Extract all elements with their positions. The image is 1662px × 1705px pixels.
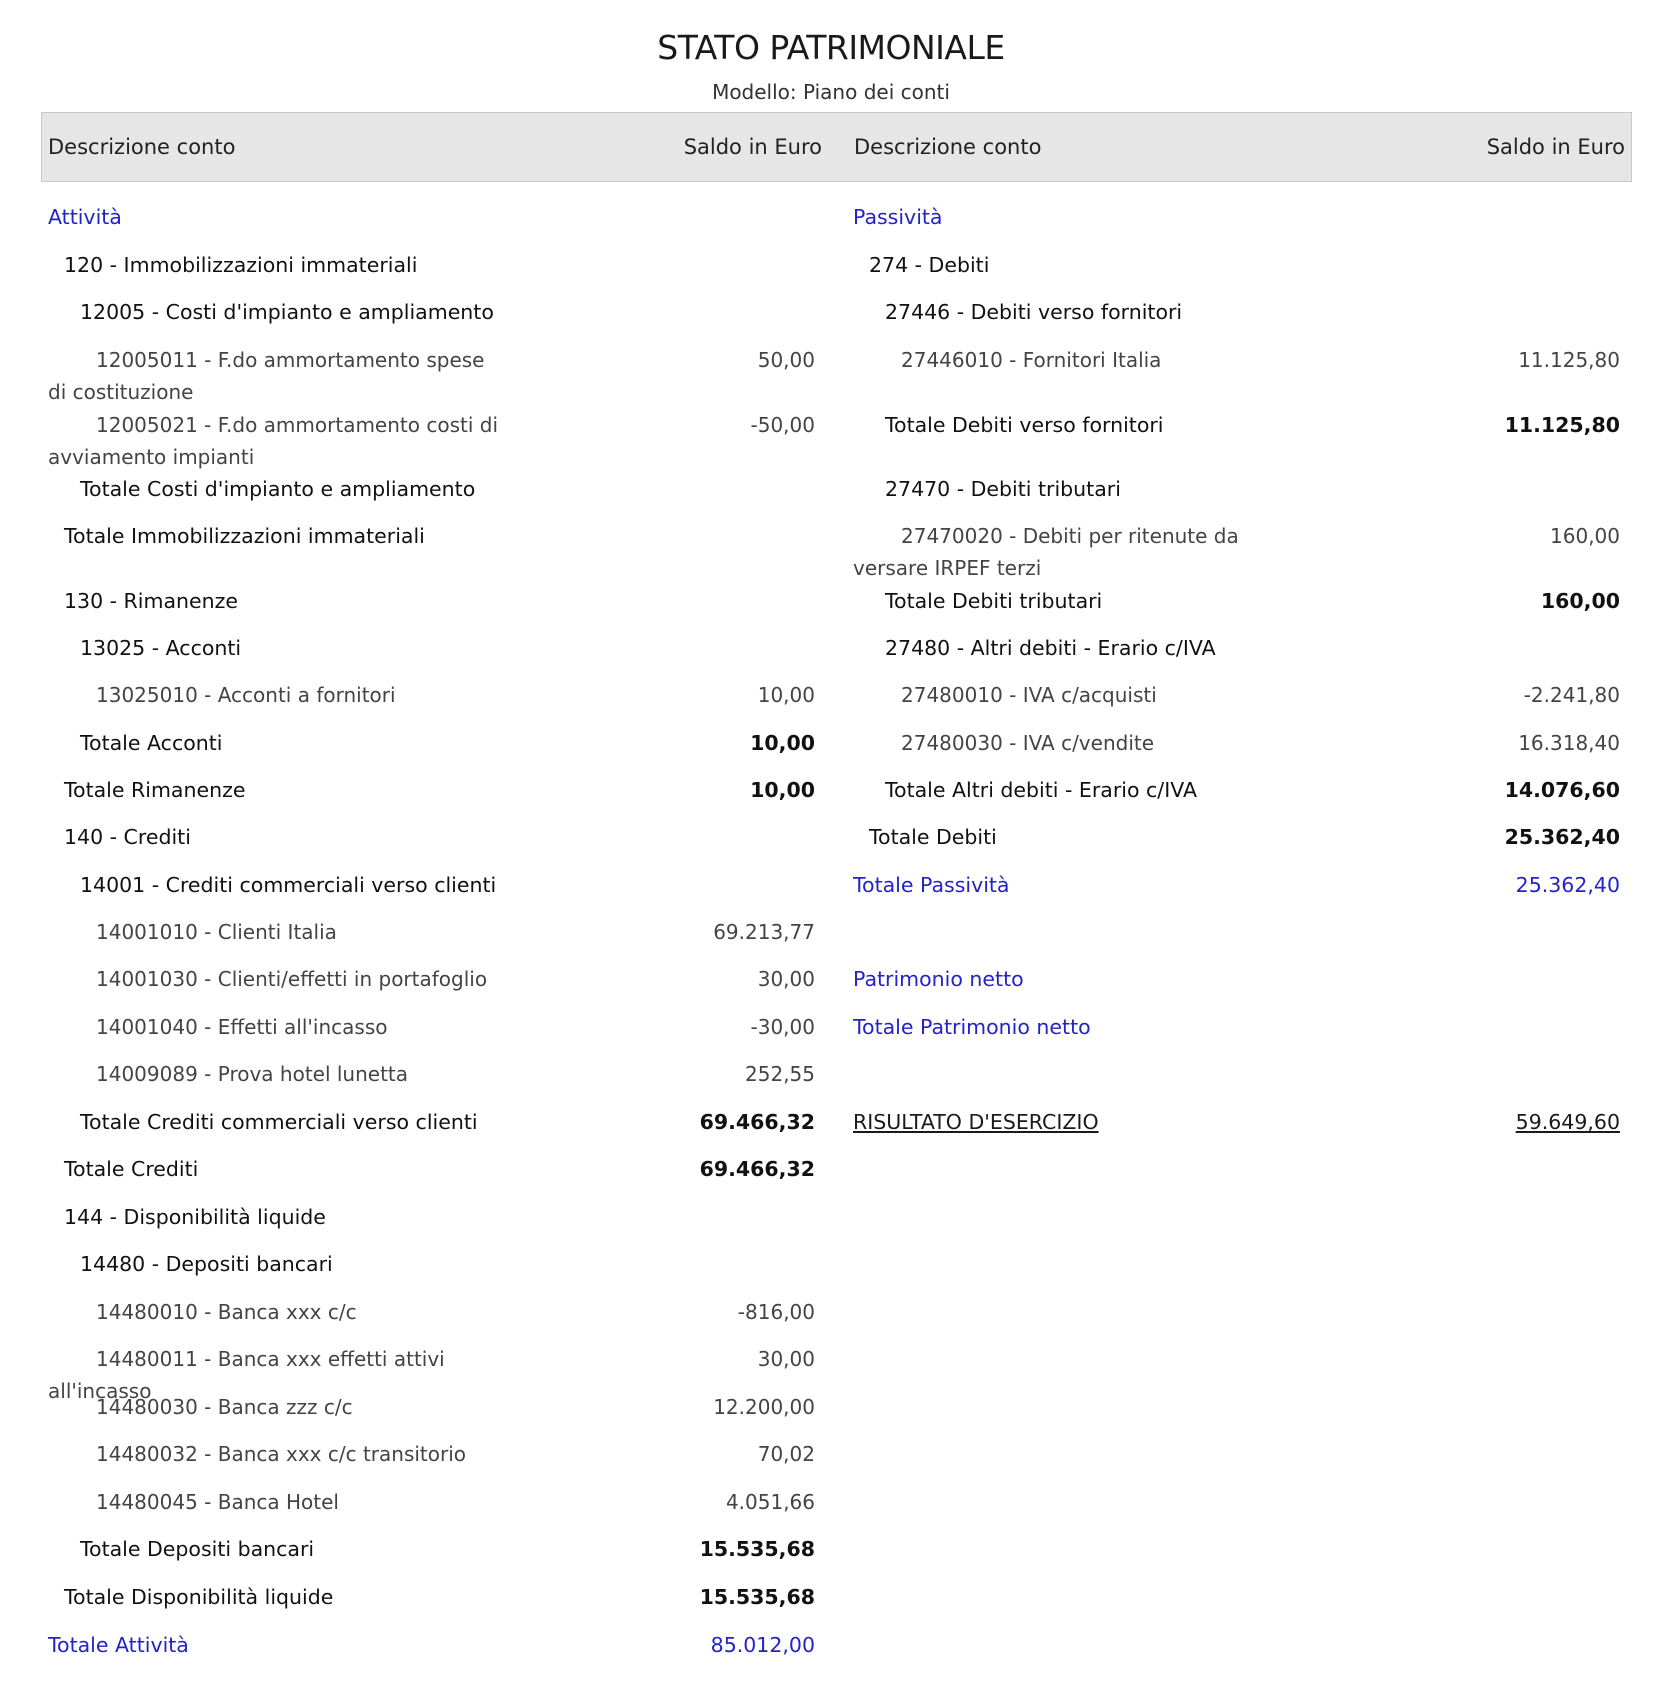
account-description: 12005 - Costi d'impianto e ampliamento [80,300,494,324]
account-description: 14009089 - Prova hotel lunetta [96,1062,409,1086]
account-amount: 10,00 [750,778,815,802]
account-description: 274 - Debiti [869,253,990,277]
account-amount: 30,00 [757,967,815,991]
account-description: 14480032 - Banca xxx c/c transitorio [96,1442,467,1466]
account-description: Totale Depositi bancari [80,1537,315,1561]
account-amount: 15.535,68 [699,1537,815,1561]
account-description: Totale Rimanenze [64,778,246,802]
account-description: 14480011 - Banca xxx effetti attivi all'incasso [48,1347,445,1403]
account-description: 12005011 - F.do ammortamento spese di costituzione [48,348,485,404]
account-amount: 69.466,32 [699,1110,815,1134]
account-description: Totale Acconti [80,731,223,755]
account-description: 140 - Crediti [64,825,191,849]
header-amount-right: Saldo in Euro [1486,135,1625,159]
account-amount: 11.125,80 [1518,348,1620,372]
account-description: Totale Attività [48,1633,189,1657]
account-amount: 4.051,66 [725,1490,815,1514]
account-description: 27470 - Debiti tributari [885,477,1121,501]
account-amount: 69.466,32 [699,1157,815,1181]
account-amount: 160,00 [1550,524,1620,548]
account-amount: 14.076,60 [1504,778,1620,802]
account-amount: 10,00 [750,731,815,755]
account-description: 27470020 - Debiti per ritenute da versare IRPEF terzi [853,524,1239,580]
report-title: STATO PATRIMONIALE [657,28,1005,67]
account-description: 14001 - Crediti commerciali verso clienti [80,873,497,897]
account-description: 27480030 - IVA c/vendite [901,731,1155,755]
account-amount: 69.213,77 [713,920,815,944]
account-amount: 70,02 [757,1442,815,1466]
account-description: Attività [48,205,122,229]
account-description: Totale Altri debiti - Erario c/IVA [885,778,1197,802]
account-amount: 59.649,60 [1515,1110,1620,1134]
account-description: 14480045 - Banca Hotel [96,1490,339,1514]
header-description-left: Descrizione conto [48,135,236,159]
account-amount: 15.535,68 [699,1585,815,1609]
account-description: Totale Crediti [64,1157,199,1181]
account-description: 14480010 - Banca xxx c/c [96,1300,357,1324]
account-amount: 10,00 [757,683,815,707]
account-amount: -30,00 [750,1015,815,1039]
account-amount: 160,00 [1540,589,1620,613]
account-description: Totale Crediti commerciali verso clienti [80,1110,478,1134]
account-amount: 252,55 [745,1062,815,1086]
account-description: 120 - Immobilizzazioni immateriali [64,253,418,277]
account-description: 14001030 - Clienti/effetti in portafoglio [96,967,488,991]
account-description: RISULTATO D'ESERCIZIO [853,1110,1099,1134]
account-description: 12005021 - F.do ammortamento costi di avviamento impianti [48,413,499,469]
account-description: Totale Disponibilità liquide [64,1585,334,1609]
account-description: 27446010 - Fornitori Italia [901,348,1162,372]
account-description: Totale Passività [853,873,1010,897]
header-description-right: Descrizione conto [854,135,1042,159]
account-description: 13025010 - Acconti a fornitori [96,683,396,707]
account-description: 27480 - Altri debiti - Erario c/IVA [885,636,1216,660]
account-amount: 11.125,80 [1504,413,1620,437]
account-description: Totale Patrimonio netto [853,1015,1091,1039]
account-description: 14001040 - Effetti all'incasso [96,1015,388,1039]
account-amount: 12.200,00 [713,1395,815,1419]
account-amount: -816,00 [737,1300,815,1324]
account-description: Totale Costi d'impianto e ampliamento [80,477,476,501]
account-description: 14001010 - Clienti Italia [96,920,337,944]
report-subtitle: Modello: Piano dei conti [712,80,950,104]
account-description: 144 - Disponibilità liquide [64,1205,326,1229]
account-description: 130 - Rimanenze [64,589,238,613]
account-description: Totale Debiti tributari [885,589,1103,613]
account-amount: 25.362,40 [1515,873,1620,897]
account-description: 27480010 - IVA c/acquisti [901,683,1157,707]
account-amount: 16.318,40 [1518,731,1620,755]
header-amount-left: Saldo in Euro [683,135,822,159]
account-amount: -2.241,80 [1523,683,1620,707]
account-description: 13025 - Acconti [80,636,242,660]
account-description: Totale Immobilizzazioni immateriali [64,524,425,548]
account-amount: 30,00 [757,1347,815,1371]
account-description: 27446 - Debiti verso fornitori [885,300,1183,324]
account-description: Totale Debiti verso fornitori [885,413,1164,437]
table-header [41,112,1632,182]
account-description: 14480030 - Banca zzz c/c [96,1395,353,1419]
account-amount: 85.012,00 [710,1633,815,1657]
account-description: Patrimonio netto [853,967,1024,991]
account-amount: 25.362,40 [1504,825,1620,849]
account-description: 14480 - Depositi bancari [80,1252,333,1276]
account-description: Passività [853,205,943,229]
account-description: Totale Debiti [869,825,997,849]
account-amount: -50,00 [750,413,815,437]
account-amount: 50,00 [757,348,815,372]
